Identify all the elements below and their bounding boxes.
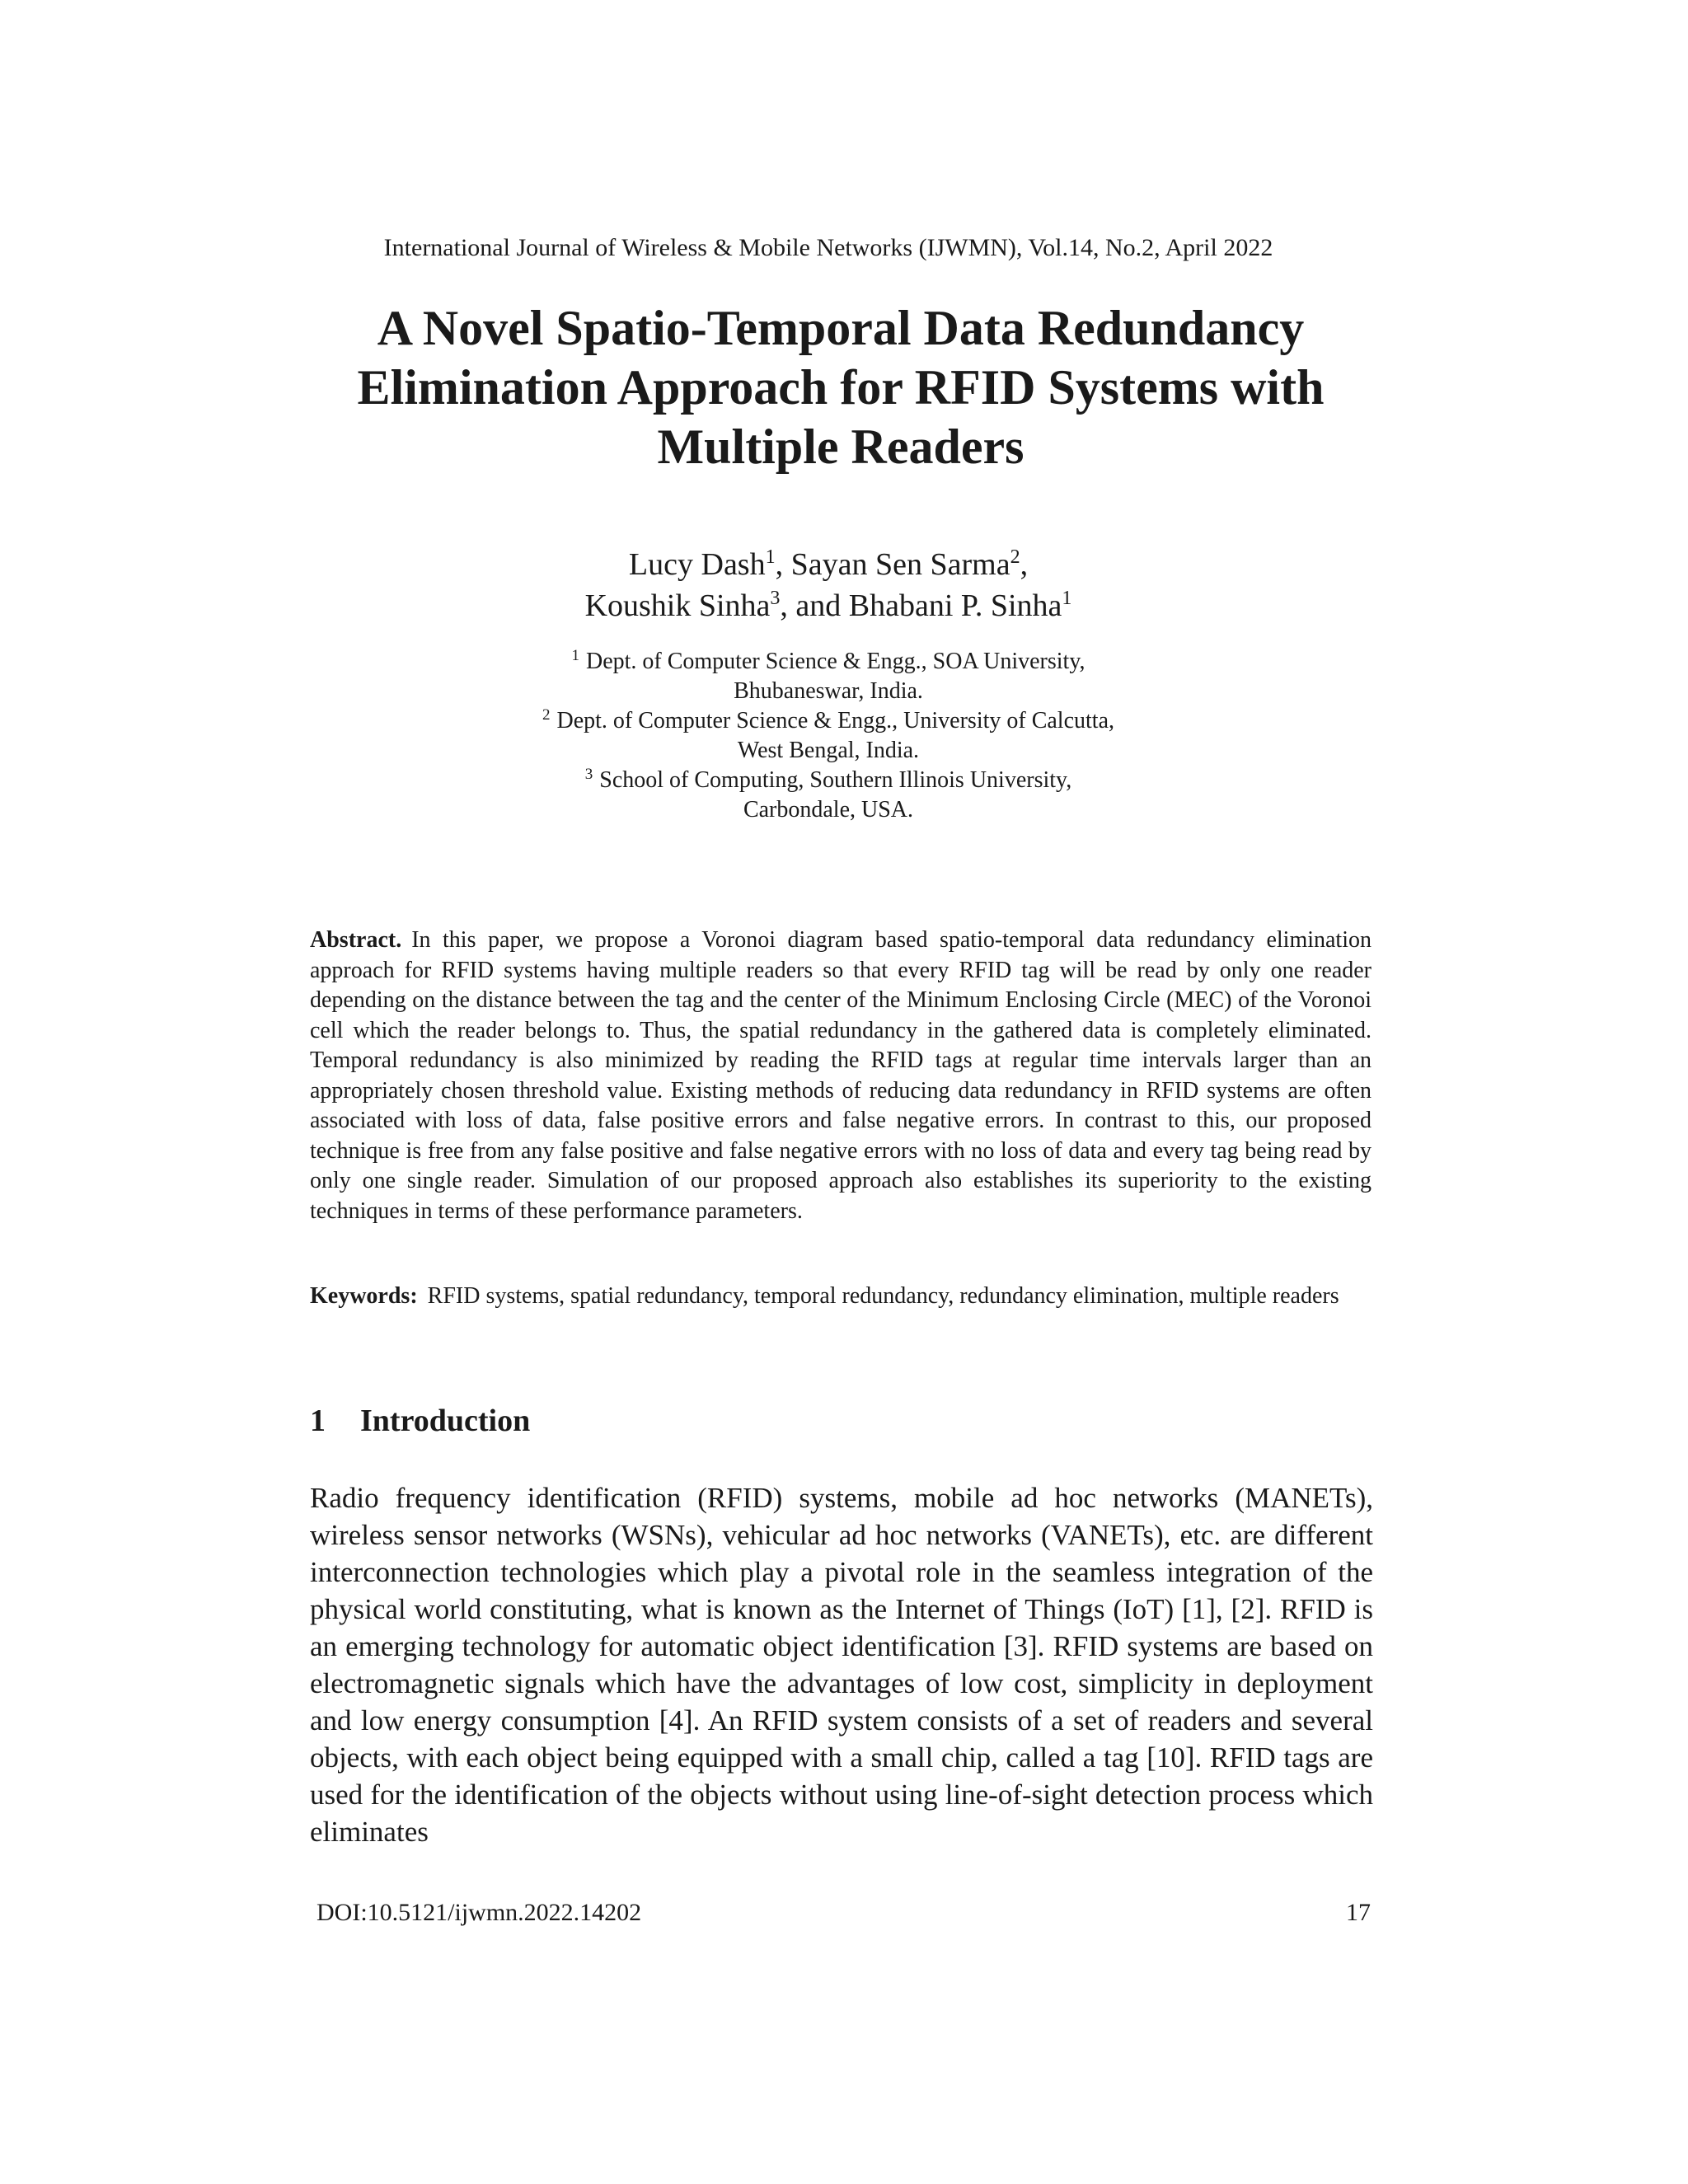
author-name: Lucy Dash — [628, 547, 766, 582]
author-line — [0, 585, 1657, 626]
section-number: 1 — [310, 1404, 326, 1438]
introduction-paragraph: Radio frequency identification (RFID) systems, mobile ad hoc networks (MANETs), wireless sensor networks (WSNs), vehicular ad hoc networks (VANETs), etc. are different interconnection technologies which play a pivotal role in the seamless integration of the physical world constituting, what is known as the Internet of Things (IoT) [1], [2]. RFID is an emerging technology for automatic object identification [3]. RFID systems are based on electromagnetic signals which have the advantages of low cost, simplicity in deployment and low energy consumption [4]. An RFID system consists of a set of readers and several objects, with each object being equipped with a small chip, called a tag [10]. RFID tags are used for the identification of the objects without using line-of-sight detection process which eliminates — [310, 1482, 1373, 1848]
author-separator: , — [1020, 547, 1029, 582]
affiliation-text: School of Computing, Southern Illinois University, — [599, 767, 1072, 793]
paper-title — [305, 298, 1376, 476]
keywords — [310, 1282, 1372, 1312]
affiliation-location: West Bengal, India. — [737, 738, 920, 763]
affiliation-text: Dept. of Computer Science & Engg., SOA University, — [585, 649, 1085, 674]
affiliation-number: 3 — [584, 766, 593, 783]
affiliation — [0, 766, 1657, 825]
author-separator: , and — [780, 588, 849, 623]
author-affiliation-mark: 1 — [1062, 588, 1072, 609]
doi-footer: DOI:10.5121/ijwmn.2022.14202 — [316, 1899, 642, 1926]
section-title: Introduction — [360, 1404, 531, 1438]
author-name: Sayan Sen Sarma — [790, 547, 1010, 582]
title-line: Multiple Readers — [657, 419, 1025, 474]
affiliation-number: 1 — [571, 647, 579, 664]
affiliation-location: Carbondale, USA. — [743, 797, 914, 823]
author-line — [0, 544, 1657, 585]
author-name: Koushik Sinha — [584, 588, 771, 623]
author-name: Bhabani P. Sinha — [848, 588, 1062, 623]
abstract-text: In this paper, we propose a Voronoi diagram based spatio-temporal data redundancy elimination approach for RFID systems having multiple readers so that every RFID tag will be read by only one reader depending on the distance between the tag and the center of the Minimum Enclosing Circle (MEC) of the Voronoi cell which the reader belongs to. Thus, the spatial redundancy in the gathered data is completely eliminated. Temporal redundancy is also minimized by reading the RFID tags at regular time intervals larger than an appropriately chosen threshold value. Existing methods of reducing data redundancy in RFID systems are often associated with loss of data, false positive errors and false negative errors. In contrast to this, our proposed technique is free from any false positive and false negative errors with no loss of data and every tag being read by only one single reader. Simulation of our proposed approach also establishes its superiority to the existing techniques in terms of these performance parameters. — [310, 927, 1372, 1224]
affiliation-number: 2 — [542, 706, 551, 724]
abstract-label: Abstract. — [310, 927, 402, 953]
author-list — [0, 544, 1657, 626]
affiliation-location: Bhubaneswar, India. — [734, 678, 923, 704]
affiliation — [0, 706, 1657, 766]
title-line: Elimination Approach for RFID Systems with — [357, 360, 1325, 415]
keywords-text: RFID systems, spatial redundancy, temporal redundancy, redundancy elimination, multiple readers — [427, 1283, 1339, 1309]
author-affiliation-mark: 1 — [765, 546, 776, 568]
abstract — [310, 926, 1372, 1226]
section-heading — [310, 1403, 530, 1439]
author-affiliation-mark: 3 — [770, 588, 781, 609]
author-affiliation-mark: 2 — [1010, 546, 1020, 568]
affiliation-text: Dept. of Computer Science & Engg., University of Calcutta, — [556, 708, 1114, 733]
title-line: A Novel Spatio-Temporal Data Redundancy — [377, 301, 1305, 355]
affiliation — [0, 647, 1657, 706]
affiliation-list — [0, 647, 1657, 825]
page-number: 17 — [1346, 1899, 1371, 1926]
journal-header: International Journal of Wireless & Mobile Networks (IJWMN), Vol.14, No.2, April 2022 — [383, 234, 1273, 261]
keywords-label: Keywords: — [310, 1283, 418, 1309]
author-separator: , — [775, 547, 791, 582]
